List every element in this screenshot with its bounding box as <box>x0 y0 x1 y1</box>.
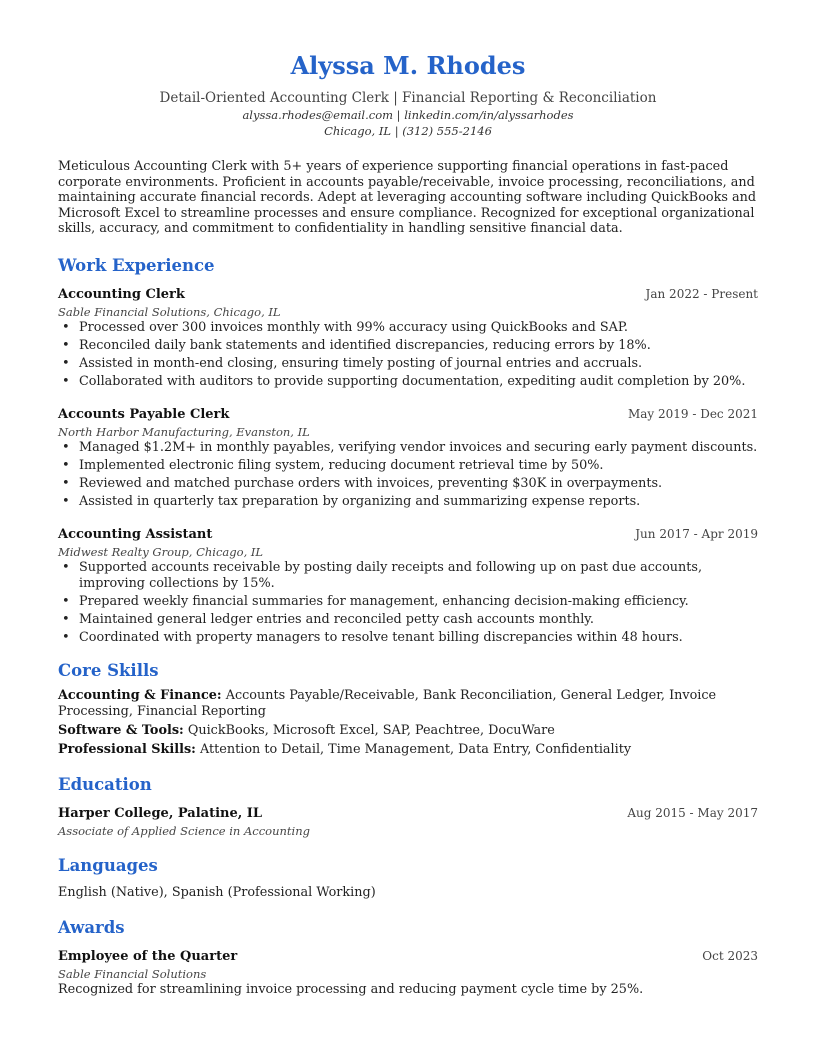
job-entry <box>58 405 758 510</box>
skill-values: Accounts Payable/Receivable, Bank Reconciliation, General Ledger, Invoice Processing, Financial Reporting <box>58 687 717 719</box>
section-title-skills: Core Skills <box>58 660 159 680</box>
awards-section <box>58 917 758 998</box>
section-title-languages: Languages <box>58 855 158 875</box>
section-title-education: Education <box>58 774 152 794</box>
bullet-item: • Prepared weekly financial summaries for management, enhancing decision-making efficiency. <box>79 594 758 610</box>
contact-info <box>58 107 758 139</box>
bullet-item: • Assisted in quarterly tax preparation by organizing and summarizing expense reports. <box>79 494 758 510</box>
job-organization: Sable Financial Solutions, Chicago, IL <box>58 304 281 319</box>
section-title-awards: Awards <box>58 917 125 937</box>
job-bullets <box>58 440 758 510</box>
bullet-item: • Coordinated with property managers to resolve tenant billing discrepancies within 48 hours. <box>79 630 758 646</box>
job-organization: North Harbor Manufacturing, Evanston, IL <box>58 424 310 439</box>
bullet-item: • Assisted in month-end closing, ensuring timely posting of journal entries and accruals. <box>79 356 758 372</box>
bullet-item: • Collaborated with auditors to provide supporting documentation, expediting audit completion by 20%. <box>79 374 758 390</box>
job-entry <box>58 285 758 390</box>
summary: Meticulous Accounting Clerk with 5+ years of experience supporting financial operations in fast-paced corporate environments. Proficient in accounts payable/receivable, invoice processing, reconciliations, and maintaining accurate financial records. Adept at leveraging accounting software including QuickBooks and Microsoft Excel to streamline processes and ensure compliance. Recognized for exceptional organizational skills, accuracy, and commitment to confidentiality in handling sensitive financial data. <box>58 159 757 236</box>
job-title: Accounting Assistant <box>58 526 213 542</box>
bullet-item: • Processed over 300 invoices monthly with 99% accuracy using QuickBooks and SAP. <box>79 320 758 336</box>
job-title: Accounting Clerk <box>58 286 185 302</box>
headline: Detail-Oriented Accounting Clerk | Financial Reporting & Reconciliation <box>159 90 657 106</box>
degree: Associate of Applied Science in Accounting <box>58 823 310 838</box>
bullet-item: • Managed $1.2M+ in monthly payables, verifying vendor invoices and securing early payment discounts. <box>79 440 758 456</box>
job-dates: Jan 2022 - Present <box>645 286 758 301</box>
experience-section <box>58 255 758 646</box>
bullet-item: • Implemented electronic filing system, reducing document retrieval time by 50%. <box>79 458 758 474</box>
contact-email-linkedin: alyssa.rhodes@email.com | linkedin.com/in/alyssarhodes <box>242 108 574 122</box>
bullet-item: • Reconciled daily bank statements and identified discrepancies, reducing errors by 18%. <box>79 338 758 354</box>
contact-location-phone: Chicago, IL | (312) 555-2146 <box>324 124 492 138</box>
section-title-experience: Work Experience <box>58 255 215 275</box>
bullet-item: • Maintained general ledger entries and reconciled petty cash accounts monthly. <box>79 612 758 628</box>
job-bullets <box>58 320 758 390</box>
skill-values: QuickBooks, Microsoft Excel, SAP, Peachtree, DocuWare <box>187 722 555 738</box>
bullet-item: • Supported accounts receivable by posting daily receipts and following up on past due accounts, improving collections by 15%. <box>79 560 758 592</box>
award-description: Recognized for streamlining invoice processing and reducing payment cycle time by 25%. <box>58 981 644 997</box>
skill-category: Professional Skills: <box>58 741 196 757</box>
languages-text: English (Native), Spanish (Professional Working) <box>58 884 376 900</box>
award-title: Employee of the Quarter <box>58 948 238 964</box>
skill-values: Attention to Detail, Time Management, Data Entry, Confidentiality <box>199 741 632 757</box>
skills-section <box>58 660 758 758</box>
award-date: Oct 2023 <box>702 948 758 963</box>
skill-row <box>58 723 758 739</box>
job-dates: May 2019 - Dec 2021 <box>627 406 758 421</box>
bullet-item: • Reviewed and matched purchase orders with invoices, preventing $30K in overpayments. <box>79 476 758 492</box>
candidate-name: Alyssa M. Rhodes <box>290 51 526 80</box>
skill-row <box>58 688 758 720</box>
job-title: Accounts Payable Clerk <box>58 406 230 422</box>
school-name: Harper College, Palatine, IL <box>58 805 263 821</box>
job-organization: Midwest Realty Group, Chicago, IL <box>58 544 264 559</box>
job-dates: Jun 2017 - Apr 2019 <box>635 526 758 541</box>
skill-category: Software & Tools: <box>58 722 184 738</box>
languages-section <box>58 855 758 901</box>
award-organization: Sable Financial Solutions <box>58 966 207 981</box>
skill-row <box>58 742 758 758</box>
education-dates: Aug 2015 - May 2017 <box>627 805 758 820</box>
job-bullets <box>58 560 758 646</box>
education-section <box>58 774 758 839</box>
skill-category: Accounting & Finance: <box>58 687 222 703</box>
resume-header <box>58 50 758 139</box>
job-entry <box>58 525 758 646</box>
